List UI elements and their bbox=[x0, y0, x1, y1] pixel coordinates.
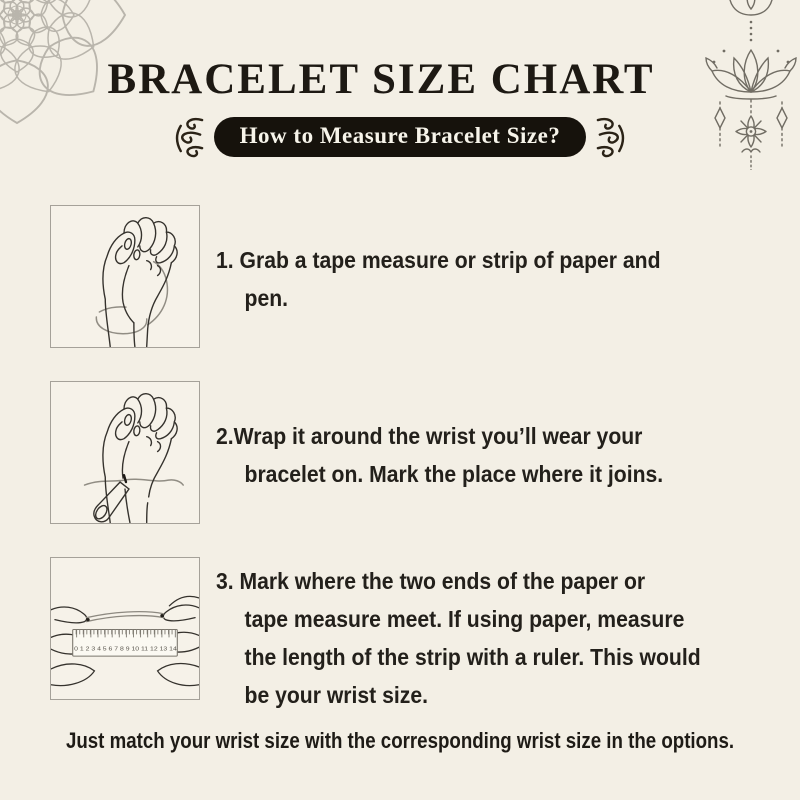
step-2-illustration-box bbox=[50, 381, 200, 524]
step-3-row bbox=[50, 557, 743, 714]
step-1-line-1: 1. Grab a tape measure or strip of paper and bbox=[216, 247, 661, 273]
step-1-row bbox=[50, 205, 699, 348]
step-3-line-3: the length of the strip with a ruler. This would bbox=[244, 644, 701, 670]
step-3-line-4: be your wrist size. bbox=[244, 682, 428, 708]
flourish-left-icon bbox=[172, 115, 205, 160]
step-3-illustration-box bbox=[50, 557, 200, 700]
step-1-line-2: pen. bbox=[244, 285, 289, 311]
step-1-text bbox=[216, 241, 661, 317]
ruler-scale-numbers: 0 1 2 3 4 5 6 7 8 9 10 11 12 13 14 bbox=[74, 646, 178, 653]
flourish-right-icon bbox=[595, 115, 628, 160]
step-2-line-2: bracelet on. Mark the place where it joins. bbox=[244, 461, 664, 487]
step-2-text bbox=[216, 417, 663, 493]
fist-with-tape-measure-illustration bbox=[51, 206, 199, 347]
footer-row bbox=[0, 728, 800, 754]
fist-with-pen-marking-illustration bbox=[51, 382, 199, 523]
step-3-text bbox=[216, 562, 701, 714]
step-1-illustration-box bbox=[50, 205, 200, 348]
step-2-line-1: 2.Wrap it around the wrist you’ll wear your bbox=[216, 423, 643, 449]
hands-with-strip-and-ruler-illustration bbox=[51, 558, 199, 699]
subtitle-badge: How to Measure Bracelet Size? bbox=[214, 117, 587, 157]
page-title: BRACELET SIZE CHART bbox=[107, 56, 655, 103]
step-3-line-1: 3. Mark where the two ends of the paper or bbox=[216, 568, 646, 594]
step-3-line-2: tape measure meet. If using paper, measure bbox=[244, 606, 685, 632]
step-2-row bbox=[50, 381, 702, 524]
footer-note: Just match your wrist size with the corresponding wrist size in the options. bbox=[65, 728, 735, 753]
subtitle-row bbox=[0, 112, 800, 162]
